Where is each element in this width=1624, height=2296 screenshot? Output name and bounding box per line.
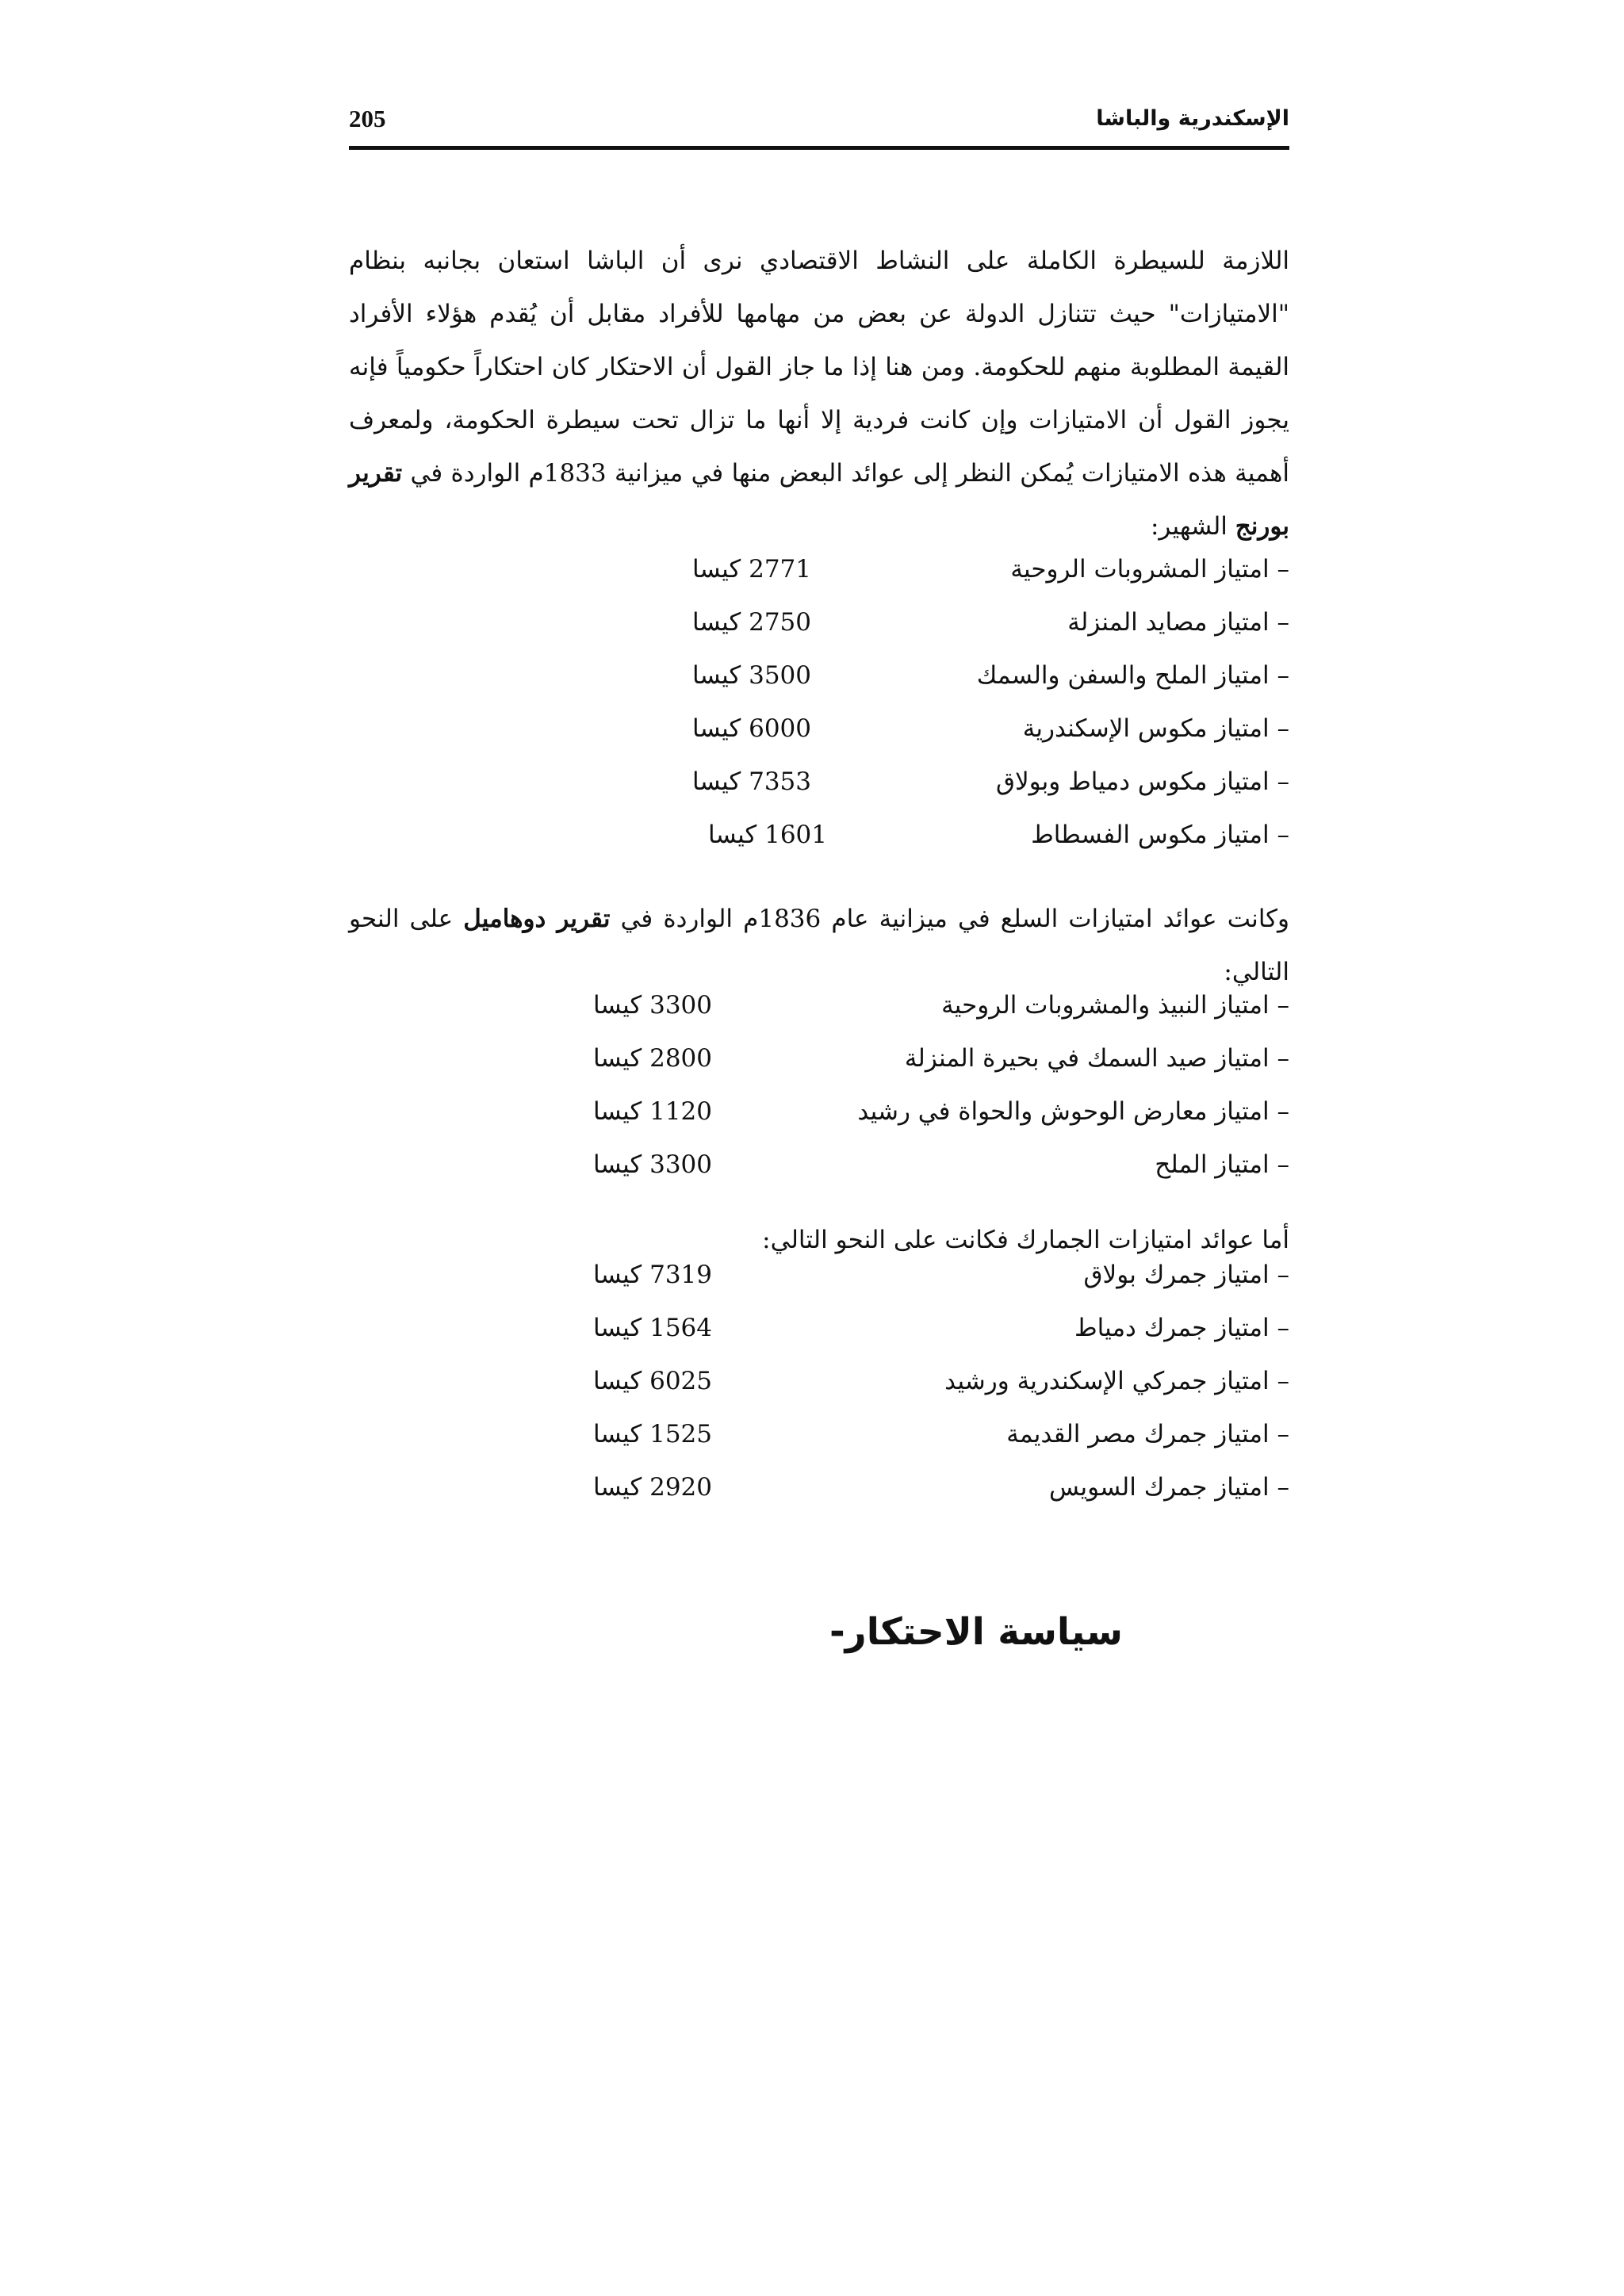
paragraph-customs-text: أما عوائد امتيازات الجمارك فكانت على النحو التالي: xyxy=(762,1226,1289,1254)
section-heading: سياسة الاحتكار- xyxy=(829,1610,1123,1654)
list-item xyxy=(0,1085,1624,1138)
item-label: – امتياز مكوس الإسكندرية xyxy=(1022,714,1289,743)
item-value: 3300 كيسا xyxy=(593,1150,712,1179)
item-value: 2800 كيسا xyxy=(593,1044,712,1073)
report-name-bowring: تقرير بورنج xyxy=(349,459,1289,541)
item-value: 7319 كيسا xyxy=(593,1261,712,1289)
item-label: – امتياز جمرك السويس xyxy=(1048,1473,1289,1502)
list-item xyxy=(0,596,1624,649)
paragraph-1836-text: وكانت عوائد امتيازات السلع في ميزانية عام 1836م الواردة في xyxy=(610,905,1289,933)
item-label: – امتياز جمرك مصر القديمة xyxy=(1006,1420,1289,1448)
list-item xyxy=(0,979,1624,1032)
item-value: 3500 كيسا xyxy=(692,661,811,690)
paragraph-intro xyxy=(349,235,1289,553)
list-item xyxy=(0,1302,1624,1355)
list-item xyxy=(0,756,1624,809)
item-value: 1120 كيسا xyxy=(593,1097,712,1126)
item-label: – امتياز معارض الوحوش والحواة في رشيد xyxy=(857,1097,1289,1126)
running-title: الإسكندرية والباشا xyxy=(1096,106,1289,131)
item-label: – امتياز جمرك بولاق xyxy=(1083,1261,1289,1289)
list-item xyxy=(0,1138,1624,1192)
item-value: 1525 كيسا xyxy=(593,1420,712,1448)
list-item xyxy=(0,543,1624,596)
item-value: 7353 كيسا xyxy=(692,767,811,796)
paragraph-intro-text: اللازمة للسيطرة الكاملة على النشاط الاقتصادي نرى أن الباشا استعان بجانبه بنظام "الامتيازات" حيث تتنازل الدولة عن بعض من مهامها للأفراد مقابل أن يُقدم هؤلاء الأفراد القيمة المطلوبة منهم للحكومة. ومن هنا إذا ما جاز القول أن الاحتكار كان احتكاراً حكومياً فإنه يجوز القول أن الامتيازات وإن كانت فردية إلا أنها ما تزال تحت سيطرة الحكومة، ولمعرف أهمية هذه الامتيازات يُمكن النظر إلى عوائد البعض منها في ميزانية 1833م الواردة في xyxy=(349,247,1289,488)
paragraph-intro-ending: الشهير: xyxy=(1150,512,1235,541)
item-label: – امتياز الملح والسفن والسمك xyxy=(976,661,1289,690)
item-value: 1601 كيسا xyxy=(708,821,827,849)
item-label: – امتياز جمرك دمياط xyxy=(1074,1314,1289,1342)
list-item xyxy=(0,1355,1624,1408)
page-number: 205 xyxy=(349,105,386,132)
header-rule xyxy=(349,146,1289,150)
item-value: 6000 كيسا xyxy=(692,714,811,743)
item-value: 1564 كيسا xyxy=(593,1314,712,1342)
item-label: – امتياز مكوس دمياط وبولاق xyxy=(995,767,1289,796)
item-label: – امتياز مصايد المنزلة xyxy=(1067,608,1289,637)
item-label: – امتياز جمركي الإسكندرية ورشيد xyxy=(944,1367,1289,1395)
item-label: – امتياز مكوس الفسطاط xyxy=(1031,821,1289,849)
report-name-duhamel: تقرير دوهاميل xyxy=(463,905,611,933)
item-label: – امتياز الملح xyxy=(1155,1150,1289,1179)
list-item xyxy=(0,1249,1624,1302)
item-value: 3300 كيسا xyxy=(593,991,712,1020)
item-value: 2771 كيسا xyxy=(692,555,811,584)
item-value: 6025 كيسا xyxy=(593,1367,712,1395)
list-item xyxy=(0,649,1624,702)
item-label: – امتياز صيد السمك في بحيرة المنزلة xyxy=(904,1044,1289,1073)
list-item xyxy=(0,1461,1624,1514)
list-item xyxy=(0,1408,1624,1461)
list-item xyxy=(0,1032,1624,1085)
item-label: – امتياز المشروبات الروحية xyxy=(1010,555,1289,584)
item-value: 2920 كيسا xyxy=(593,1473,712,1502)
paragraph-1836-ending: على النحو التالي: xyxy=(349,905,1289,986)
list-item xyxy=(0,809,1624,862)
item-value: 2750 كيسا xyxy=(692,608,811,637)
page-header xyxy=(349,101,1289,149)
item-label: – امتياز النبيذ والمشروبات الروحية xyxy=(941,991,1289,1020)
list-item xyxy=(0,702,1624,756)
